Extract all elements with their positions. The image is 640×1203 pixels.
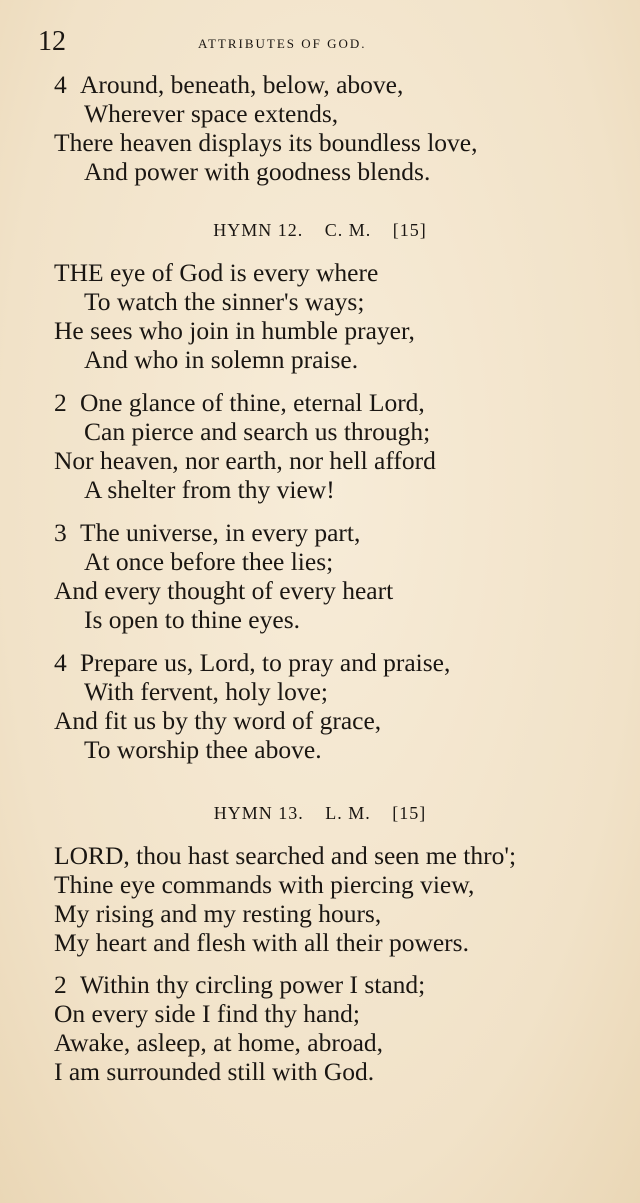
verse-line: To worship thee above.	[84, 735, 322, 764]
verse-line: Nor heaven, nor earth, nor hell afford	[54, 446, 436, 475]
verse-line: eye of God is every where	[109, 258, 379, 287]
hymn-tune: [15]	[392, 803, 427, 823]
verse-line: Prepare us, Lord, to pray and praise,	[80, 648, 451, 677]
hymn-12-stanza-4	[54, 648, 450, 764]
hymn-meter: C. M.	[324, 220, 372, 240]
hymn-title: HYMN 13.	[213, 803, 304, 823]
verse-line: Wherever space extends,	[84, 99, 339, 128]
verse-line: To watch the sinner's ways;	[84, 287, 365, 316]
verse-line: Thine eye commands with piercing view,	[54, 870, 475, 899]
verse-line: I am surrounded still with God.	[54, 1057, 375, 1086]
verse-line: A shelter from thy view!	[84, 475, 335, 504]
hymn-title: HYMN 12.	[213, 220, 304, 240]
hymn-12-stanza-3	[54, 518, 393, 634]
page-number: 12	[38, 26, 66, 57]
prev-hymn-stanza-4	[54, 70, 478, 186]
stanza-number: 4	[54, 648, 67, 677]
verse-line: And power with goodness blends.	[84, 157, 431, 186]
verse-line: thou hast searched and seen me thro';	[136, 841, 517, 870]
verse-line: And every thought of every heart	[54, 576, 394, 605]
verse-line: And fit us by thy word of grace,	[54, 706, 382, 735]
hymn-tune: [15]	[392, 220, 427, 240]
stanza-number: 4	[54, 70, 67, 99]
hymn-12-heading	[0, 220, 640, 241]
hymn-12-stanza-1	[54, 258, 415, 374]
verse-line: On every side I find thy hand;	[54, 999, 360, 1028]
verse-line: And who in solemn praise.	[84, 345, 359, 374]
hymn-13-heading	[0, 803, 640, 824]
verse-line: My heart and flesh with all their powers.	[54, 928, 469, 957]
verse-line: The universe, in every part,	[80, 518, 361, 547]
stanza-number: 2	[54, 970, 67, 999]
page-header	[38, 26, 610, 62]
verse-line: At once before thee lies;	[84, 547, 334, 576]
hymn-12-stanza-2	[54, 388, 436, 504]
stanza-lead-word: LORD,	[54, 841, 130, 870]
verse-line: With fervent, holy love;	[84, 677, 328, 706]
verse-line: My rising and my resting hours,	[54, 899, 382, 928]
stanza-lead-word: THE	[54, 258, 104, 287]
verse-line: There heaven displays its boundless love,	[54, 128, 478, 157]
verse-line: He sees who join in humble prayer,	[54, 316, 415, 345]
verse-line: Can pierce and search us through;	[84, 417, 431, 446]
verse-line: Awake, asleep, at home, abroad,	[54, 1028, 384, 1057]
stanza-number: 2	[54, 388, 67, 417]
verse-line: Is open to thine eyes.	[84, 605, 300, 634]
running-head: ATTRIBUTES OF GOD.	[198, 36, 367, 51]
hymn-meter: L. M.	[325, 803, 371, 823]
verse-line: Within thy circling power I stand;	[80, 970, 426, 999]
hymn-13-stanza-2	[54, 970, 425, 1086]
verse-line: Around, beneath, below, above,	[80, 70, 404, 99]
stanza-number: 3	[54, 518, 67, 547]
hymn-13-stanza-1	[54, 841, 516, 957]
verse-line: One glance of thine, eternal Lord,	[80, 388, 425, 417]
